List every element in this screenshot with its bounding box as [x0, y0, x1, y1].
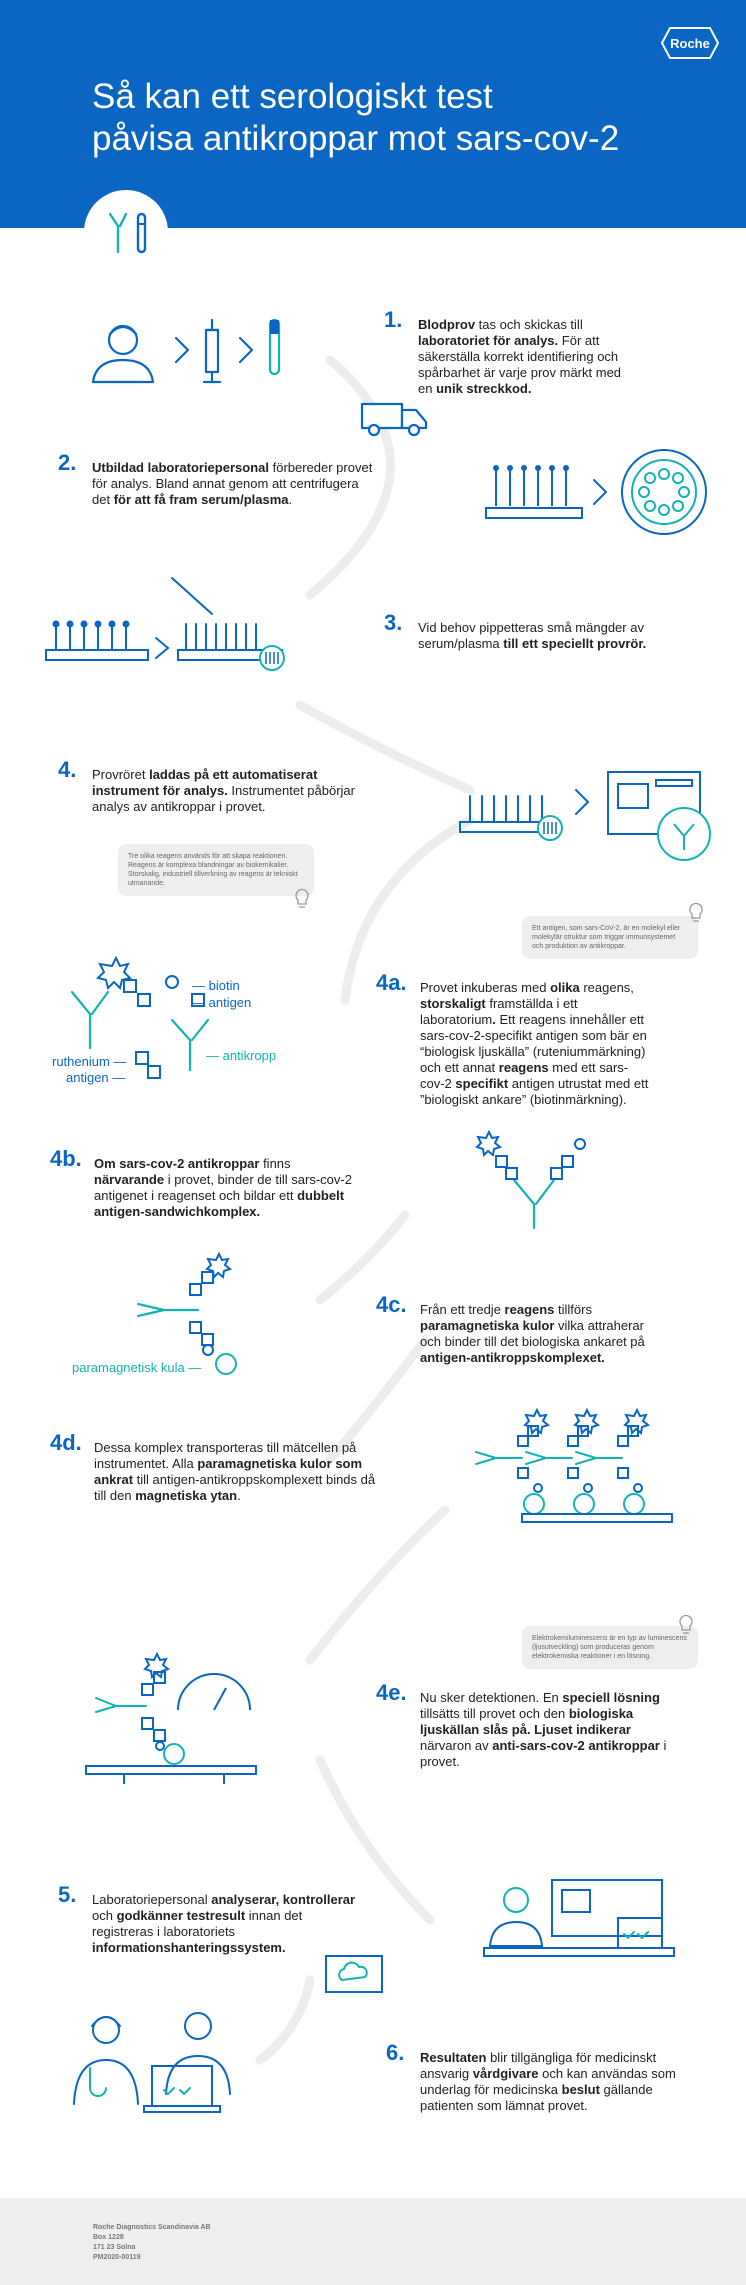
- step-text-run: Provröret: [92, 767, 150, 782]
- step-4b-text: 4b. Om sars-cov-2 antikroppar finns närvarande i provet, binder de till sars-cov-2 antigenet i reagenset och bildar ett dubbelt antigen-sandwichkomplex.: [50, 1146, 352, 1219]
- analyzer-instrument-illustration: [458, 770, 720, 870]
- step-text-run: Dessa komplex transporteras till mätcellen på instrumentet. Alla: [94, 1440, 357, 1471]
- step-text-run: biologiska ljuskällan slås på. Ljuset indikerar: [420, 1706, 634, 1737]
- label-paramagnetisk-kula: paramagnetisk kula —: [72, 1360, 202, 1375]
- lightbulb-icon: [290, 886, 314, 912]
- step-text-run: speciell lösning: [562, 1690, 660, 1705]
- care-provider-illustration: [66, 2004, 266, 2134]
- step-4-text: 4. Provröret laddas på ett automatiserat instrument för analys. Instrumentet påbörjar analys av antikroppar i provet.: [58, 757, 355, 814]
- step-text-run: tillsätts till provet och den: [420, 1706, 569, 1721]
- step-text-run: dubbelt antigen-sandwichkomplex.: [94, 1188, 345, 1219]
- step-5-text: 5. Laboratoriepersonal analyserar, kontrollerar och godkänner testresult innan det registreras i laboratoriets informationshanteringssystem.: [58, 1882, 356, 1955]
- step-3-text: 3. Vid behov pippetteras små mängder av serum/plasma till ett speciellt provrör.: [384, 610, 647, 651]
- step-text-run: finns: [259, 1156, 291, 1171]
- step-text-run: Om sars-cov-2 antikroppar: [94, 1156, 260, 1171]
- step-4a-text: 4a. Provet inkuberas med olika reagens, storskaligt framställda i ett laboratorium. Ett reagens innehåller ett sars-cov-2-specifikt antigen som bär en “biologisk ljuskälla” (ruteniummärkning) och ett annat reagens med ett sars-cov-2 specifikt antigen utrustat med ett ”biologiskt ankare” (biotinmärkning).: [376, 970, 649, 1107]
- step-text-run: För att säkerställa korrekt identifiering och spårbarhet är varje prov märkt med en: [418, 333, 622, 396]
- step-text-run: förbereder provet för analys. Bland annat genom att centrifugera det: [92, 460, 373, 507]
- step-text-run: anti-sars-cov-2 antikroppar: [492, 1738, 660, 1753]
- footer-box: Box 1228: [93, 2234, 124, 2241]
- step-text-run: tillförs: [554, 1302, 592, 1317]
- step-text-run: Från ett tredje: [420, 1302, 505, 1317]
- roche-logo: [660, 26, 720, 60]
- step-text-run: reagens: [504, 1302, 555, 1317]
- step-text-run: .: [492, 1012, 496, 1027]
- detection-illustration: [84, 1654, 274, 1794]
- step-text-run: storskaligt: [420, 996, 486, 1011]
- step-text-run: .: [288, 492, 293, 507]
- footer-city: 171 23 Solna: [93, 2244, 136, 2251]
- step-text-run: gällande patienten som lämnat provet.: [420, 2082, 653, 2113]
- step-4d-text: 4d. Dessa komplex transporteras till mätcellen på instrumentet. Alla paramagnetiska kulor som ankrat till antigen-antikroppskomplexett binds då till den magnetiska ytan.: [50, 1430, 376, 1503]
- step-4e-text: 4e. Nu sker detektionen. En speciell lösning tillsätts till provet och den biologiska ljuskällan slås på. Ljuset indikerar närvaron av anti-sars-cov-2 antikroppar i provet.: [376, 1680, 667, 1769]
- note-reagens: Tre olika reagens används för att skapa reaktionen. Reagens är komplexa blandningar av biokemikalier. Storskalig, industriell tillverkning av reagens är tekniskt utmanande.: [118, 844, 314, 896]
- footer: [0, 2198, 746, 2285]
- page-title: Så kan ett serologiskt test påvisa antikroppar mot sars-cov-2: [92, 77, 620, 158]
- step-text-run: informationshanteringssystem.: [92, 1940, 286, 1955]
- step-text-run: i provet.: [420, 1738, 667, 1769]
- lightbulb-icon: [684, 900, 708, 926]
- step-4c-text: 4c. Från ett tredje reagens tillförs paramagnetiska kulor vilka attraherar och binder till det biologiska ankaret på antigen-antikroppskomplexet.: [376, 1292, 645, 1365]
- label-ruthenium-antigen: antigen —: [66, 1070, 126, 1085]
- step-text-run: specifikt: [455, 1076, 509, 1091]
- step-text-run: antigen utrustat med ett ”biologiskt ankare” (biotinmärkning).: [420, 1076, 649, 1107]
- step-text-run: laboratoriet för analys.: [418, 333, 559, 348]
- step-text-run: Nu sker detektionen. En: [420, 1690, 563, 1705]
- step-text-run: till ett speciellt provrör.: [503, 636, 647, 651]
- step-1-text: 1. Blodprov tas och skickas till laboratoriet för analys. För att säkerställa korrekt identifiering och spårbarhet är varje prov märkt med en unik streckkod.: [384, 307, 622, 396]
- footer-code: PM2020-00119: [93, 2254, 141, 2261]
- step-text-run: Laboratoriepersonal: [92, 1892, 212, 1907]
- sandwich-complex-illustration: [470, 1128, 610, 1228]
- step-text-run: vilka attraherar och binder till det biologiska ankaret på: [420, 1318, 645, 1349]
- step-text-run: framställda i ett laboratorium: [420, 996, 578, 1027]
- step-text-run: Ett reagens innehåller ett sars-cov-2-specifikt antigen som bär en “biologisk ljuskälla” (ruteniummärkning) och ett annat: [420, 1012, 647, 1075]
- step-text-run: Blodprov: [418, 317, 476, 332]
- footer-company: Roche Diagnostics Scandinavia AB: [93, 2224, 211, 2231]
- step-text-run: Vid behov pippetteras små mängder av serum/plasma: [418, 620, 644, 651]
- note-elektrokemiluminescens: Elektrokemiluminescens är en typ av luminescens (ljusutveckling) som produceras genom elektrokemiska reaktioner i en lösning.: [522, 1626, 698, 1669]
- step-text-run: vårdgivare: [472, 2066, 539, 2081]
- pipette-illustration: [44, 572, 294, 672]
- step-text-run: beslut: [561, 2082, 600, 2097]
- svg-text:Roche: Roche: [670, 36, 710, 51]
- step-text-run: laddas på ett automatiserat instrument för analys.: [92, 767, 318, 798]
- label-ruthenium: ruthenium —: [52, 1054, 127, 1069]
- lab-personnel-illustration: [482, 1878, 682, 1978]
- centrifuge-illustration: [482, 446, 712, 536]
- step-text-run: Provet inkuberas med: [420, 980, 551, 995]
- step-text-run: tas och skickas till: [475, 317, 583, 332]
- step-text-run: analyserar, kontrollerar: [211, 1892, 356, 1907]
- label-antigen: — antigen: [192, 995, 252, 1010]
- step-text-run: antigen-antikroppskomplexet.: [420, 1350, 605, 1365]
- lightbulb-icon: [674, 1612, 698, 1638]
- step-text-run: innan det registreras i laboratoriets: [92, 1908, 303, 1939]
- label-biotin: — biotin: [192, 978, 240, 993]
- magnetic-surface-illustration: [472, 1408, 682, 1528]
- step-2-text: 2. Utbildad laboratoriepersonal förbereder provet för analys. Bland annat genom att centrifugera det för att få fram serum/plasma.: [58, 450, 373, 507]
- step-text-run: och: [92, 1908, 117, 1923]
- step-text-run: Utbildad laboratoriepersonal: [92, 460, 269, 475]
- delivery-truck-icon: [360, 400, 440, 438]
- step-text-run: till antigen-antikroppskomplexett binds då till den: [94, 1472, 376, 1503]
- step-text-run: blir tillgängliga för medicinskt ansvarig: [420, 2050, 657, 2081]
- antibody-badge: [84, 190, 168, 274]
- step-text-run: .: [237, 1488, 241, 1503]
- step-text-run: paramagnetiska kulor: [420, 1318, 555, 1333]
- step-text-run: Resultaten: [420, 2050, 487, 2065]
- step-text-run: paramagnetiska kulor som ankrat: [94, 1456, 363, 1487]
- step-text-run: för att få fram serum/plasma: [113, 492, 289, 507]
- step-text-run: olika: [550, 980, 580, 995]
- step-text-run: reagens: [498, 1060, 549, 1075]
- step-text-run: och kan användas som underlag för medicinska: [420, 2066, 676, 2097]
- step-text-run: med ett sars-cov-2: [420, 1060, 629, 1091]
- step-text-run: närvarande: [94, 1172, 165, 1187]
- cloud-laptop-icon: [322, 1954, 386, 2000]
- step-text-run: i provet, binder de till sars-cov-2 antigenet i reagenset och bildar ett: [94, 1172, 352, 1203]
- step-6-text: 6. Resultaten blir tillgängliga för medicinskt ansvarig vårdgivare och kan användas som underlag för medicinska beslut gällande patienten som lämnat provet.: [386, 2040, 676, 2113]
- antibody-tube-icon: [84, 190, 168, 274]
- step-text-run: närvaron av: [420, 1738, 493, 1753]
- step-text-run: unik streckkod.: [436, 381, 532, 396]
- patient-to-sample-illustration: [88, 310, 288, 390]
- step-text-run: godkänner testresult: [116, 1908, 246, 1923]
- label-antikropp: — antikropp: [206, 1048, 277, 1063]
- step-text-run: magnetiska ytan: [135, 1488, 238, 1503]
- step-text-run: reagens,: [579, 980, 634, 995]
- step-text-run: Instrumentet påbörjar analys av antikroppar i provet.: [92, 783, 355, 814]
- note-antigen: Ett antigen, som sars-CoV-2, är en molekyl eller molekylär struktur som triggar immunsystemet och produktion av antikroppar.: [522, 916, 698, 959]
